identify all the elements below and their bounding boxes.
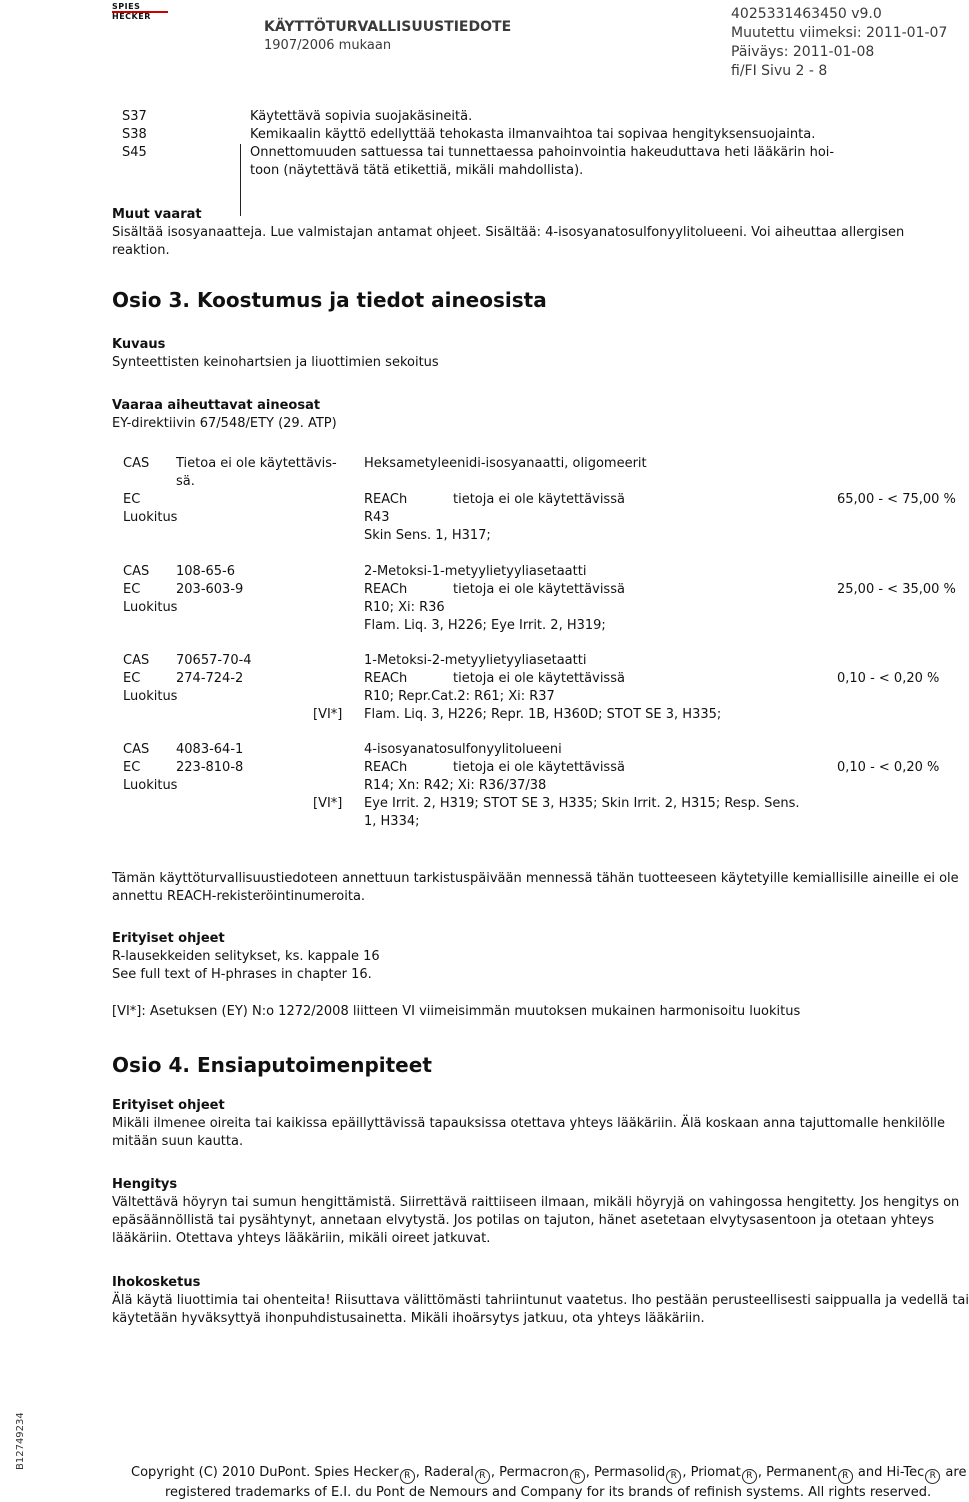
s-phrase-text: Kemikaalin käyttö edellyttää tehokasta ilmanvaihtoa tai sopivaa hengityksensuojainta. (250, 127, 816, 142)
component-name: 2-Metoksi-1-metyylietyyliasetaatti (364, 564, 587, 579)
inhalation-text: lääkäriin. Otettava yhteys lääkäriin, mikäli oireet jatkuvat. (112, 1231, 491, 1246)
ec-label: EC (123, 492, 141, 507)
inhalation-text: Vältettävä höyryn tai sumun hengittämistä. Siirrettävä raittiiseen ilmaan, mikäli höyryjä on vahingossa hengitetty. Jos hengitys on (112, 1195, 960, 1210)
harmonised-classification-note: [VI*]: Asetuksen (EY) N:o 1272/2008 liitteen VI viimeisimmän muutoksen mukainen harmonisoitu luokitus (112, 1004, 801, 1019)
s-phrase-text: Onnettomuuden sattuessa tai tunnettaessa pahoinvointia hakeuduttava heti lääkärin hoi- (250, 145, 835, 160)
inhalation-heading: Hengitys (112, 1177, 178, 1192)
ec-value: 203-603-9 (176, 582, 244, 597)
classification-text: Flam. Liq. 3, H226; Repr. 1B, H360D; STOT SE 3, H335; (364, 707, 722, 722)
component-name: 4-isosyanatosulfonyylitolueeni (364, 742, 562, 757)
ec-value: 223-810-8 (176, 760, 244, 775)
footer-text: , Permanent (757, 1465, 837, 1480)
logo-text-top: SPIES (112, 2, 141, 11)
reach-value: tietoja ei ole käytettävissä (453, 492, 625, 507)
classification-label: Luokitus (123, 600, 178, 615)
registered-icon: R (570, 1469, 585, 1484)
ec-value: 274-724-2 (176, 671, 244, 686)
skin-contact-heading: Ihokosketus (112, 1275, 201, 1290)
component-name: 1-Metoksi-2-metyylietyyliasetaatti (364, 653, 587, 668)
ec-label: EC (123, 582, 141, 597)
classification-text: R14; Xn: R42; Xi: R36/37/38 (364, 778, 547, 793)
s-phrase-code: S38 (122, 127, 147, 142)
reach-note: Tämän käyttöturvallisuustiedoteen annettuun tarkistuspäivään mennessä tähän tuotteeseen käytetyille kemiallisille aineille ei ole (112, 871, 959, 886)
document-title: KÄYTTÖTURVALLISUUSTIEDOTE (264, 19, 512, 35)
footer-text: are (941, 1465, 967, 1480)
s-phrase-text: Käytettävä sopivia suojakäsineitä. (250, 109, 473, 124)
registered-icon: R (475, 1469, 490, 1484)
reach-label: REACh (364, 492, 408, 507)
first-aid-special-heading: Erityiset ohjeet (112, 1098, 225, 1113)
issue-date: Päiväys: 2011-01-08 (731, 44, 875, 60)
cas-value: 70657-70-4 (176, 653, 252, 668)
doc-number: 4025331463450 v9.0 (731, 6, 882, 22)
first-aid-special-text: Mikäli ilmenee oireita tai kaikissa epäillyttävissä tapauksissa otettava yhteys lääkäriin. Älä koskaan anna tajuttomalle henkilölle (112, 1116, 946, 1131)
logo-text-bottom: HECKER (112, 12, 151, 21)
section-4-title: Osio 4. Ensiaputoimenpiteet (112, 1053, 432, 1077)
reach-value: tietoja ei ole käytettävissä (453, 582, 625, 597)
concentration-range: 65,00 - < 75,00 % (837, 492, 956, 507)
description-text: Synteettisten keinohartsien ja liuottimien sekoitus (112, 355, 439, 370)
harmonised-marker: [VI*] (313, 707, 343, 722)
other-hazards-heading: Muut vaarat (112, 207, 202, 222)
footer-text: , Priomat (682, 1465, 741, 1480)
first-aid-special-text: mitään suun kautta. (112, 1134, 244, 1149)
classification-text: 1, H334; (364, 814, 420, 829)
skin-contact-text: Älä käytä liuottimia tai ohenteita! Riisuttava välittömästi tahriintunut vaatetus. Iho pestään perusteellisesti saippualla ja vedellä tai (112, 1293, 969, 1308)
page-number: fi/FI Sivu 2 - 8 (731, 63, 828, 79)
document-subtitle: 1907/2006 mukaan (264, 38, 392, 53)
classification-label: Luokitus (123, 778, 178, 793)
component-name: Heksametyleenidi-isosyanaatti, oligomeerit (364, 456, 647, 471)
registered-icon: R (838, 1469, 853, 1484)
s-phrase-divider (240, 144, 241, 216)
concentration-range: 0,10 - < 0,20 % (837, 760, 940, 775)
special-instructions-text: See full text of H-phrases in chapter 16. (112, 967, 372, 982)
company-logo (112, 3, 168, 21)
registered-icon: R (400, 1469, 415, 1484)
description-heading: Kuvaus (112, 337, 166, 352)
classification-text: R10; Repr.Cat.2: R61; Xi: R37 (364, 689, 555, 704)
document-code: B12749234 (15, 1412, 26, 1470)
classification-text: R43 (364, 510, 390, 525)
cas-value-continued: sä. (176, 474, 195, 489)
inhalation-text: epäsäännöllistä tai pysähtynyt, annetaan elvytystä. Jos potilas on tajuton, hänet asetetaan elvytysasentoon ja otetaan yhteys (112, 1213, 935, 1228)
classification-text: Flam. Liq. 3, H226; Eye Irrit. 2, H319; (364, 618, 606, 633)
s-phrase-code: S45 (122, 145, 147, 160)
footer-text: Copyright (C) 2010 DuPont. Spies Hecker (131, 1465, 399, 1480)
skin-contact-text: käytetään hyväksyttyä ihonpuhdistusainetta. Mikäli ihoärsytys jatkuu, ota yhteys lääkäriin. (112, 1311, 705, 1326)
cas-value: 108-65-6 (176, 564, 236, 579)
ec-label: EC (123, 671, 141, 686)
concentration-range: 25,00 - < 35,00 % (837, 582, 956, 597)
reach-label: REACh (364, 671, 408, 686)
cas-label: CAS (123, 742, 150, 757)
special-instructions-text: R-lausekkeiden selitykset, ks. kappale 16 (112, 949, 380, 964)
other-hazards-text: reaktion. (112, 243, 170, 258)
harmonised-marker: [VI*] (313, 796, 343, 811)
reach-label: REACh (364, 582, 408, 597)
hazardous-ingredients-heading: Vaaraa aiheuttavat aineosat (112, 398, 321, 413)
modified-date: Muutettu viimeksi: 2011-01-07 (731, 25, 948, 41)
registered-icon: R (925, 1469, 940, 1484)
special-instructions-heading: Erityiset ohjeet (112, 931, 225, 946)
reach-value: tietoja ei ole käytettävissä (453, 760, 625, 775)
footer-copyright (131, 1464, 966, 1484)
classification-text: R10; Xi: R36 (364, 600, 445, 615)
reach-value: tietoja ei ole käytettävissä (453, 671, 625, 686)
classification-text: Skin Sens. 1, H317; (364, 528, 491, 543)
cas-value: Tietoa ei ole käytettävis- (176, 456, 337, 471)
s-phrase-text: toon (näytettävä tätä etikettiä, mikäli mahdollista). (250, 163, 584, 178)
section-3-title: Osio 3. Koostumus ja tiedot aineosista (112, 288, 547, 312)
cas-value: 4083-64-1 (176, 742, 244, 757)
footer-text: , Permacron (490, 1465, 569, 1480)
reach-note: annettu REACH-rekisteröintinumeroita. (112, 889, 366, 904)
footer-trademark: registered trademarks of E.I. du Pont de Nemours and Company for its brands of refinish systems. All rights reserved. (165, 1485, 932, 1500)
other-hazards-text: Sisältää isosyanaatteja. Lue valmistajan antamat ohjeet. Sisältää: 4-isosyanatosulfonyylitolueeni. Voi aiheuttaa allergisen (112, 225, 905, 240)
cas-label: CAS (123, 456, 150, 471)
classification-label: Luokitus (123, 510, 178, 525)
cas-label: CAS (123, 653, 150, 668)
s-phrase-code: S37 (122, 109, 147, 124)
classification-text: Eye Irrit. 2, H319; STOT SE 3, H335; Skin Irrit. 2, H315; Resp. Sens. (364, 796, 800, 811)
reach-label: REACh (364, 760, 408, 775)
footer-text: , Permasolid (585, 1465, 666, 1480)
registered-icon: R (742, 1469, 757, 1484)
ec-label: EC (123, 760, 141, 775)
footer-text: , Raderal (415, 1465, 474, 1480)
footer-text: and Hi-Tec (853, 1465, 925, 1480)
registered-icon: R (666, 1469, 681, 1484)
concentration-range: 0,10 - < 0,20 % (837, 671, 940, 686)
directive-text: EY-direktiivin 67/548/ETY (29. ATP) (112, 416, 337, 431)
cas-label: CAS (123, 564, 150, 579)
classification-label: Luokitus (123, 689, 178, 704)
